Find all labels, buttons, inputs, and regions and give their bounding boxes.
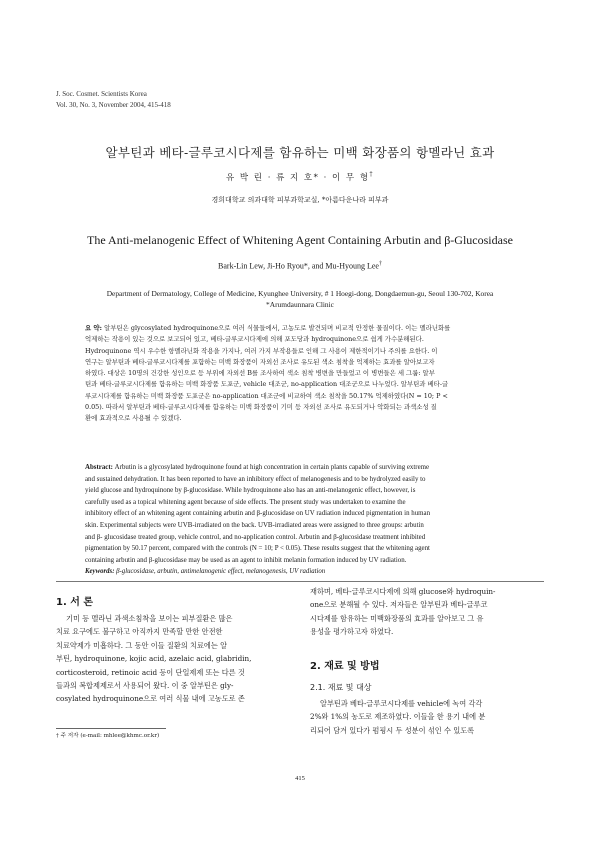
methods-text xyxy=(310,697,548,737)
korean-title: 알부틴과 베타-글루코시다제를 함유하는 미백 화장품의 항멜라닌 효과 xyxy=(105,145,495,160)
page-number: 415 xyxy=(295,775,305,782)
section-divider xyxy=(56,581,544,582)
korean-abstract-line: 연구는 알부틴과 베타-글루코시다제를 포함하는 미백 화장품이 자외선 조사로 유도된 색소 침착을 억제하는 효과를 알아보고자 xyxy=(85,357,435,366)
korean-affiliation: 경희대학교 의과대학 피부과학교실, *아름다운나라 피부과 xyxy=(211,196,389,204)
methods-heading: 2. 재료 및 방법 xyxy=(310,661,380,672)
intro-text xyxy=(56,612,294,706)
intro-heading: 1. 서 론 xyxy=(56,597,94,608)
intro-line: cosylated hydroquinone으로 여러 식물 내에 고농도로 존 xyxy=(56,694,245,704)
keywords-label: Keywords: xyxy=(85,568,115,575)
intro-line: 치료 요구에도 불구하고 아직까지 만족할 만한 안전한 xyxy=(56,627,223,637)
english-abstract-line: inhibitory effect of an whitening agent containing arbutin and β-glucosidase on UV radiation induced pigmentation in human xyxy=(85,510,431,518)
intro-line: 들과의 복합제제로서 사용되어 왔다. 이 중 알부틴은 gly- xyxy=(56,681,234,691)
english-authors xyxy=(0,261,600,271)
english-abstract-line: pigmentation by 50.17 percent, compared with the controls (N = 10; P < 0.05). These results suggest that the whitening agent xyxy=(85,545,430,553)
korean-author-names: 유 박 린 · 류 지 호* · 이 무 형 xyxy=(225,173,370,183)
korean-abstract-line: 억제하는 작용이 있는 것으로 보고되어 있고, 베타-글루코시다제에 의해 포도당과 hydroquinone으로 쉽게 가수분해된다. xyxy=(85,335,424,344)
english-abstract-line: carefully used as a topical whitening agent because of side effects. The present study was undertaken to examine the xyxy=(85,498,406,506)
footnote-rule xyxy=(56,728,166,729)
intro-continued-line: 시다제를 함유하는 미백화장품의 효과를 알아보고 그 유 xyxy=(310,613,484,623)
korean-abstract-line: Hydroquinone 역시 우수한 항멜라닌화 작용을 가지나, 여러 가지 부작용들로 인해 그 사용이 제한적이기나 주의를 요한다. 이 xyxy=(85,346,438,355)
english-abstract-line: containing arbutin and β-glucosidase may be used as an agent to inhibit melanin formation induced by UV radiation. xyxy=(85,556,407,564)
english-abstract-label: Abstract: xyxy=(85,464,115,471)
methods-line: 리되어 담겨 있다가 펌핑시 두 성분이 섞인 수 있도록 xyxy=(310,725,475,735)
intro-continued-line: 재하며, 베타-글루코시다제에 의해 glucose와 hydroquin- xyxy=(310,587,496,596)
korean-abstract-label: 요 약: xyxy=(85,324,105,332)
korean-abstract-line: 0.05). 따라서 알부틴과 베타-글루코시다제를 함유하는 미백 화장품이 기미 등 자외선 조사로 유도되거나 악화되는 과색소성 질 xyxy=(85,403,437,412)
intro-line: 부틴, hydroquinone, kojic acid, azelaic acid, glabridin, xyxy=(56,654,252,664)
english-title: The Anti-melanogenic Effect of Whitening Agent Containing Arbutin and β-Glucosidase xyxy=(87,233,513,247)
english-abstract-line: and β- glucosidase treated group, vehicle control, and no-application control. Arbutin and β-glucosidase treatment inhibited xyxy=(85,533,426,541)
keywords-text: β-glucosidase, arbutin, antimelanogenic effect, melanogenesis, UV radiation xyxy=(116,568,326,575)
footnote: † 주 저자 (e-mail: mhlee@khmc.or.kr) xyxy=(56,733,160,739)
korean-abstract-line: 틴과 베타-글루코시다제를 함유하는 미백 화장품 도포군, vehicle 대조군, no-application 대조군으로 나누었다. 알부틴과 베타-글 xyxy=(85,380,449,389)
english-affiliation xyxy=(0,288,600,310)
intro-continued-text xyxy=(310,585,548,639)
korean-abstract-line: 환에 효과적으로 사용될 수 있겠다. xyxy=(85,414,182,423)
methods-line: 2%와 1%의 농도로 제조하였다. 이들을 한 용기 내에 분 xyxy=(310,712,486,722)
english-abstract-line: skin. Experimental subjects were UVB-irradiated on the back. UVB-irradiated areas were assigned to three groups: arbutin xyxy=(85,521,424,529)
intro-line: 치료약제가 미흡하다. 그 동안 이들 질환의 치료에는 알 xyxy=(56,640,228,650)
english-author-names: Bark-Lin Lew, Ji-Ho Ryou*, and Mu-Hyoung Lee xyxy=(218,261,379,271)
english-affiliation-line2: *Arumdaunnara Clinic xyxy=(266,300,334,309)
intro-continued-line: 용성을 평가하고자 하였다. xyxy=(310,627,394,637)
korean-abstract-line: 루코시다제를 함유하는 미백 화장품 도포군은 no-application 대조군에 비교하여 색소 침착을 50.17% 억제하였다(N = 10; P < xyxy=(85,391,448,400)
english-corresponding-mark: † xyxy=(378,261,382,267)
english-abstract-line: yield glucose and hydroquinone by β-glucosidase. While hydroquinone also has an anti-melanogenic effect, however, is xyxy=(85,487,416,495)
intro-line: corticosteroid, retinoic acid 등이 단일제제 또는 다른 것 xyxy=(56,667,245,677)
korean-abstract-first-line-text: 알부틴은 glycosylated hydroquinone으로 여러 식물들에서, 고농도로 발견되며 비교적 안정한 물질이다. 이는 멜라닌화를 xyxy=(104,324,451,332)
korean-authors xyxy=(0,171,600,183)
journal-name: J. Soc. Cosmet. Scientists Korea xyxy=(56,90,147,98)
korean-abstract xyxy=(85,323,517,425)
korean-abstract-line xyxy=(85,323,517,334)
korean-abstract-line: 하였다. 대상은 10명의 건강한 성인으로 등 부위에 자외선 B를 조사하여 색소 침착 병변을 만들었고 이 병변들은 세 그룹: 알부 xyxy=(85,369,435,378)
corresponding-mark: † xyxy=(369,171,375,179)
english-abstract-line xyxy=(85,462,517,474)
intro-continued-line: one으로 분해될 수 있다. 저자들은 알부틴과 베타-글루코 xyxy=(310,600,488,610)
materials-subheading: 2.1. 재료 및 대상 xyxy=(310,683,372,692)
journal-header xyxy=(56,89,171,111)
english-abstract-first-line-text: Arbutin is a glycosylated hydroquinone found at high concentration in certain plants capable of surviving extreme xyxy=(114,464,430,471)
keywords xyxy=(85,568,517,575)
methods-line: 알부틴과 베타-글루코시다제를 vehicle에 녹여 각각 xyxy=(320,699,483,708)
intro-line: 기미 등 멜라닌 과색소침착을 보이는 피부질환은 많은 xyxy=(66,614,233,623)
journal-issue: Vol. 30, No. 3, November 2004, 415-418 xyxy=(56,101,171,109)
english-affiliation-line1: Department of Dermatology, College of Medicine, Kyunghee University, # 1 Hoegi-dong, Dongdaemun-gu, Seoul 130-702, Korea xyxy=(106,289,494,298)
english-abstract xyxy=(85,462,517,566)
english-abstract-line: and sustained dehydration. It has been reported to have an inhibitory effect of melanogenesis and to be hydrolyzed easily to xyxy=(85,475,426,483)
